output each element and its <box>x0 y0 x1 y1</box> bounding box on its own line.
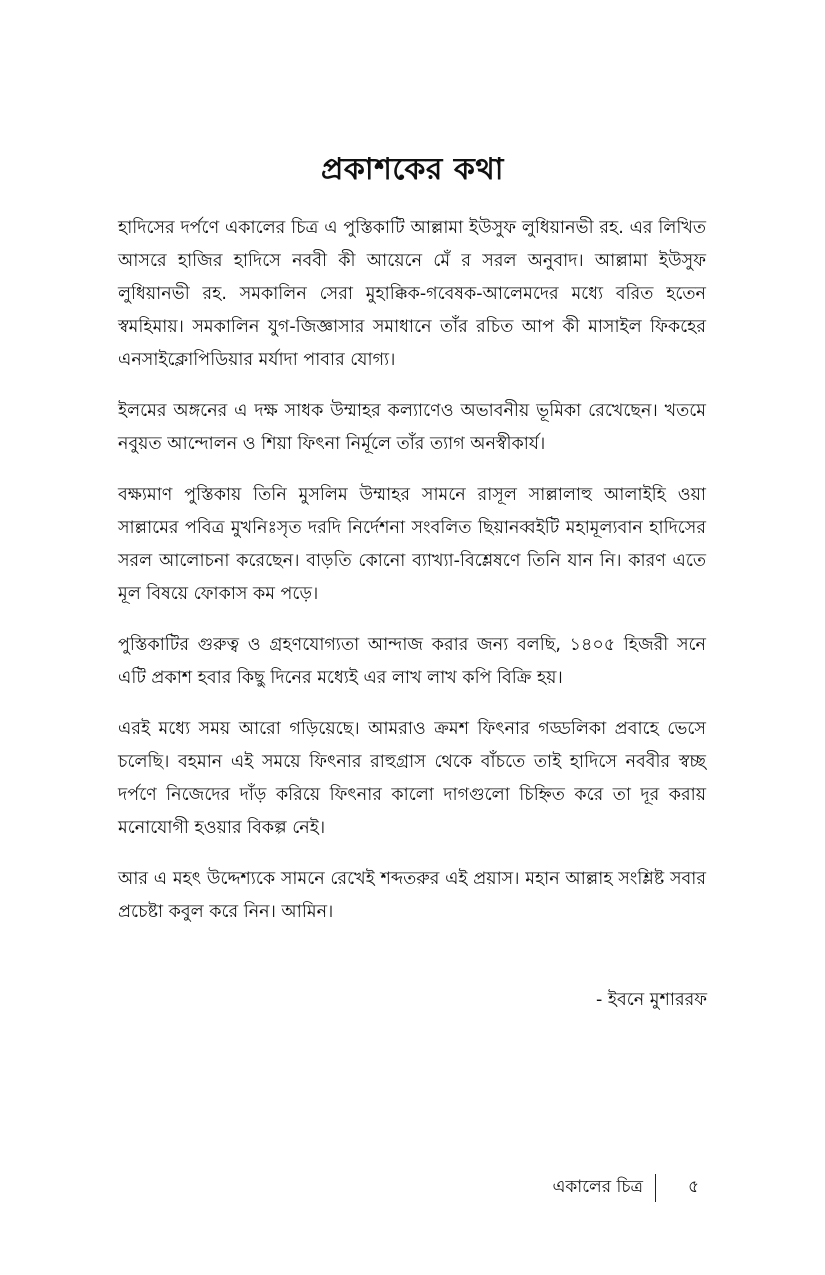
page-number: ৫ <box>688 1177 700 1197</box>
author-signature: - ইবনে মুশাররফ <box>596 990 707 1010</box>
page-title: প্রকাশকের কথা <box>321 152 504 187</box>
paragraph: বক্ষ্যমাণ পুস্তিকায় তিনি মুসলিম উম্মাহর সামনে রাসূল সাল্লালাহু আলাইহি ওয়া সাল্লামের পবিত্র মুখনিঃসৃত দরদি নির্দেশনা সংবলিত ছিয়ানব্বইটি মহামূল্যবান হাদিসের সরল আলোচনা করেছেন। বাড়তি কোনো ব্যাখ্যা-বিশ্লেষণে তিনি যান নি। কারণ এতে মূল বিষয়ে ফোকাস কম পড়ে। <box>118 485 706 604</box>
paragraph: এরই মধ্যে সময় আরো গড়িয়েছে। আমরাও ক্রমশ ফিৎনার গড্ডলিকা প্রবাহে ভেসে চলেছি। বহমান এই সময়ে ফিৎনার রাহুগ্রাস থেকে বাঁচতে তাই হাদিসে নববীর স্বচ্ছ দর্পণে নিজেদের দাঁড় করিয়ে ফিৎনার কালো দাগগুলো চিহ্নিত করে তা দূর করায় মনোযোগী হওয়ার বিকল্প নেই। <box>118 719 706 838</box>
page-footer <box>0 1172 825 1202</box>
footer-divider <box>655 1174 656 1202</box>
paragraph: পুস্তিকাটির গুরুত্ব ও গ্রহণযোগ্যতা আন্দাজ করার জন্য বলছি, ১৪০৫ হিজরী সনে এটি প্রকাশ হবার কিছু দিনের মধ্যেই এর লাখ লাখ কপি বিক্রি হয়। <box>118 635 706 688</box>
body-text <box>118 212 706 947</box>
paragraph: ইলমের অঙ্গনের এ দক্ষ সাধক উম্মাহর কল্যাণেও অভাবনীয় ভূমিকা রেখেছেন। খতমে নবুয়ত আন্দোলন ও শিয়া ফিৎনা নির্মূলে তাঁর ত্যাগ অনস্বীকার্য। <box>118 401 706 454</box>
paragraph: হাদিসের দর্পণে একালের চিত্র এ পুস্তিকাটি আল্লামা ইউসুফ লুধিয়ানভী রহ. এর লিখিত আসরে হাজির হাদিসে নববী কী আয়েনে মেঁ র সরল অনুবাদ। আল্লামা ইউসুফ লুধিয়ানভী রহ. সমকালিন সেরা মুহাক্কিক-গবেষক-আলেমদের মধ্যে বরিত হতেন স্বমহিমায়। সমকালিন যুগ-জিজ্ঞাসার সমাধানে তাঁর রচিত আপ কী মাসাইল ফিকহের এনসাইক্লোপিডিয়ার মর্যাদা পাবার যোগ্য। <box>118 218 706 370</box>
paragraph: আর এ মহৎ উদ্দেশ্যকে সামনে রেখেই শব্দতরুর এই প্রয়াস। মহান আল্লাহ সংশ্লিষ্ট সবার প্রচেষ্টা কবুল করে নিন। আমিন। <box>118 869 706 922</box>
running-book-title: একালের চিত্র <box>552 1177 643 1197</box>
